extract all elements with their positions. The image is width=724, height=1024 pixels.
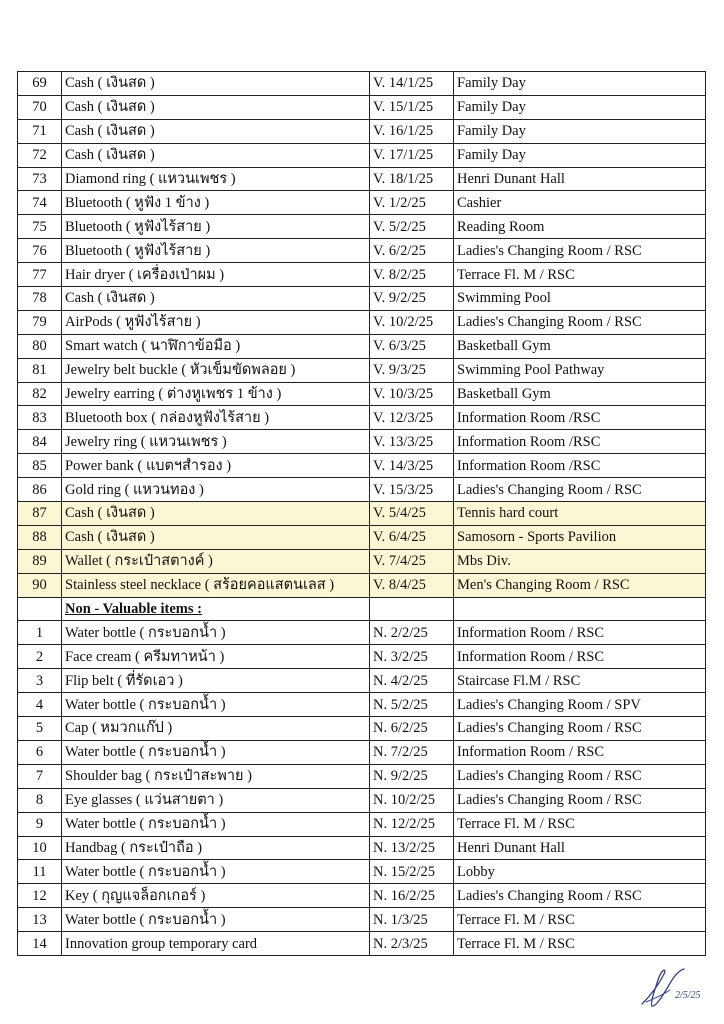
found-location: Information Room / RSC <box>454 621 706 645</box>
valuable-row <box>18 263 706 287</box>
row-number: 7 <box>18 764 62 788</box>
non-valuable-row <box>18 836 706 860</box>
item-description: Diamond ring ( แหวนเพชร ) <box>62 167 370 191</box>
found-location: Family Day <box>454 119 706 143</box>
row-number: 70 <box>18 95 62 119</box>
row-number: 82 <box>18 382 62 406</box>
non-valuable-row <box>18 788 706 812</box>
item-description: Smart watch ( นาฬิกาข้อมือ ) <box>62 334 370 358</box>
item-description: Eye glasses ( แว่นสายตา ) <box>62 788 370 812</box>
item-code: V. 7/4/25 <box>370 549 454 573</box>
row-number: 10 <box>18 836 62 860</box>
row-number: 8 <box>18 788 62 812</box>
valuable-row <box>18 358 706 382</box>
item-code: N. 4/2/25 <box>370 669 454 693</box>
found-location: Family Day <box>454 72 706 96</box>
row-number: 79 <box>18 310 62 334</box>
item-code: N. 13/2/25 <box>370 836 454 860</box>
row-number: 1 <box>18 621 62 645</box>
item-code: V. 14/1/25 <box>370 72 454 96</box>
item-code: N. 3/2/25 <box>370 645 454 669</box>
found-location: Information Room /RSC <box>454 406 706 430</box>
non-valuable-row <box>18 717 706 741</box>
item-description: Jewelry ring ( แหวนเพชร ) <box>62 430 370 454</box>
item-code: N. 2/3/25 <box>370 932 454 956</box>
valuable-row <box>18 95 706 119</box>
non-valuable-row <box>18 884 706 908</box>
valuable-row <box>18 549 706 573</box>
item-code: V. 16/1/25 <box>370 119 454 143</box>
found-location: Terrace Fl. M / RSC <box>454 932 706 956</box>
found-location: Reading Room <box>454 215 706 239</box>
found-location: Cashier <box>454 191 706 215</box>
item-code: V. 5/2/25 <box>370 215 454 239</box>
found-location: Henri Dunant Hall <box>454 836 706 860</box>
item-code: V. 1/2/25 <box>370 191 454 215</box>
row-number: 74 <box>18 191 62 215</box>
item-description: Cash ( เงินสด ) <box>62 525 370 549</box>
item-code: V. 6/4/25 <box>370 525 454 549</box>
item-description: Cash ( เงินสด ) <box>62 95 370 119</box>
item-description: Stainless steel necklace ( สร้อยคอแสตนเลส ) <box>62 573 370 597</box>
found-location: Information Room / RSC <box>454 740 706 764</box>
valuable-row <box>18 239 706 263</box>
item-code: N. 16/2/25 <box>370 884 454 908</box>
row-number: 78 <box>18 287 62 311</box>
item-description: Cash ( เงินสด ) <box>62 287 370 311</box>
valuable-row <box>18 478 706 502</box>
item-description: Water bottle ( กระบอกน้ำ ) <box>62 908 370 932</box>
item-code: N. 10/2/25 <box>370 788 454 812</box>
item-code: N. 7/2/25 <box>370 740 454 764</box>
row-number: 87 <box>18 502 62 526</box>
found-location: Henri Dunant Hall <box>454 167 706 191</box>
valuable-row <box>18 310 706 334</box>
item-code: V. 6/3/25 <box>370 334 454 358</box>
row-number: 80 <box>18 334 62 358</box>
section-number-blank <box>18 597 62 621</box>
item-code: V. 17/1/25 <box>370 143 454 167</box>
row-number: 9 <box>18 812 62 836</box>
item-description: Bluetooth box ( กล่องหูฟังไร้สาย ) <box>62 406 370 430</box>
row-number: 89 <box>18 549 62 573</box>
valuable-row <box>18 143 706 167</box>
valuable-row <box>18 406 706 430</box>
item-description: Cash ( เงินสด ) <box>62 502 370 526</box>
item-description: Water bottle ( กระบอกน้ำ ) <box>62 693 370 717</box>
item-code: V. 8/2/25 <box>370 263 454 287</box>
item-description: Flip belt ( ที่รัดเอว ) <box>62 669 370 693</box>
item-description: Power bank ( แบตฯสำรอง ) <box>62 454 370 478</box>
item-description: Bluetooth ( หูฟังไร้สาย ) <box>62 239 370 263</box>
found-location: Terrace Fl. M / RSC <box>454 908 706 932</box>
valuable-row <box>18 454 706 478</box>
row-number: 14 <box>18 932 62 956</box>
row-number: 2 <box>18 645 62 669</box>
item-description: Cash ( เงินสด ) <box>62 143 370 167</box>
found-location: Basketball Gym <box>454 334 706 358</box>
section-location-blank <box>454 597 706 621</box>
item-code: V. 8/4/25 <box>370 573 454 597</box>
item-description: Key ( กุญแจล็อกเกอร์ ) <box>62 884 370 908</box>
found-location: Ladies's Changing Room / SPV <box>454 693 706 717</box>
valuable-row <box>18 525 706 549</box>
item-description: Water bottle ( กระบอกน้ำ ) <box>62 621 370 645</box>
found-location: Information Room /RSC <box>454 454 706 478</box>
found-location: Terrace Fl. M / RSC <box>454 263 706 287</box>
item-code: V. 14/3/25 <box>370 454 454 478</box>
item-description: Gold ring ( แหวนทอง ) <box>62 478 370 502</box>
found-location: Ladies's Changing Room / RSC <box>454 884 706 908</box>
found-location: Ladies's Changing Room / RSC <box>454 239 706 263</box>
item-code: N. 6/2/25 <box>370 717 454 741</box>
item-description: Wallet ( กระเป๋าสตางค์ ) <box>62 549 370 573</box>
item-description: Cap ( หมวกแก๊ป ) <box>62 717 370 741</box>
signature <box>636 960 716 1010</box>
valuable-row <box>18 573 706 597</box>
row-number: 12 <box>18 884 62 908</box>
non-valuable-row <box>18 860 706 884</box>
item-code: N. 1/3/25 <box>370 908 454 932</box>
valuable-row <box>18 167 706 191</box>
signature-date: 2/5/25 <box>675 990 701 1001</box>
found-location: Tennis hard court <box>454 502 706 526</box>
item-description: Shoulder bag ( กระเป๋าสะพาย ) <box>62 764 370 788</box>
item-code: N. 12/2/25 <box>370 812 454 836</box>
found-location: Lobby <box>454 860 706 884</box>
valuable-row <box>18 119 706 143</box>
found-location: Information Room / RSC <box>454 645 706 669</box>
section-code-blank <box>370 597 454 621</box>
item-description: Face cream ( ครีมทาหน้า ) <box>62 645 370 669</box>
row-number: 88 <box>18 525 62 549</box>
item-description: Innovation group temporary card <box>62 932 370 956</box>
row-number: 71 <box>18 119 62 143</box>
found-location: Men's Changing Room / RSC <box>454 573 706 597</box>
found-location: Terrace Fl. M / RSC <box>454 812 706 836</box>
valuable-row <box>18 215 706 239</box>
non-valuable-row <box>18 621 706 645</box>
non-valuable-row <box>18 669 706 693</box>
row-number: 83 <box>18 406 62 430</box>
found-location: Information Room /RSC <box>454 430 706 454</box>
item-description: Jewelry earring ( ต่างหูเพชร 1 ข้าง ) <box>62 382 370 406</box>
non-valuable-row <box>18 645 706 669</box>
row-number: 81 <box>18 358 62 382</box>
row-number: 84 <box>18 430 62 454</box>
row-number: 73 <box>18 167 62 191</box>
valuable-row <box>18 334 706 358</box>
item-code: V. 10/2/25 <box>370 310 454 334</box>
lost-found-table-body <box>18 72 706 956</box>
valuable-row <box>18 430 706 454</box>
item-description: Hair dryer ( เครื่องเป่าผม ) <box>62 263 370 287</box>
row-number: 85 <box>18 454 62 478</box>
found-location: Family Day <box>454 143 706 167</box>
item-code: V. 15/1/25 <box>370 95 454 119</box>
item-description: Cash ( เงินสด ) <box>62 119 370 143</box>
non-valuable-heading: Non - Valuable items : <box>62 597 370 621</box>
row-number: 13 <box>18 908 62 932</box>
row-number: 69 <box>18 72 62 96</box>
found-location: Family Day <box>454 95 706 119</box>
found-location: Samosorn - Sports Pavilion <box>454 525 706 549</box>
item-description: Bluetooth ( หูฟัง 1 ข้าง ) <box>62 191 370 215</box>
item-description: Water bottle ( กระบอกน้ำ ) <box>62 860 370 884</box>
item-code: N. 5/2/25 <box>370 693 454 717</box>
item-code: V. 9/2/25 <box>370 287 454 311</box>
row-number: 86 <box>18 478 62 502</box>
item-description: Cash ( เงินสด ) <box>62 72 370 96</box>
item-description: Water bottle ( กระบอกน้ำ ) <box>62 740 370 764</box>
found-location: Ladies's Changing Room / RSC <box>454 764 706 788</box>
row-number: 4 <box>18 693 62 717</box>
row-number: 3 <box>18 669 62 693</box>
item-description: AirPods ( หูฟังไร้สาย ) <box>62 310 370 334</box>
item-code: N. 15/2/25 <box>370 860 454 884</box>
row-number: 6 <box>18 740 62 764</box>
non-valuable-row <box>18 740 706 764</box>
item-code: V. 6/2/25 <box>370 239 454 263</box>
found-location: Ladies's Changing Room / RSC <box>454 310 706 334</box>
non-valuable-row <box>18 908 706 932</box>
found-location: Ladies's Changing Room / RSC <box>454 478 706 502</box>
valuable-row <box>18 502 706 526</box>
item-description: Jewelry belt buckle ( หัวเข็มขัดพลอย ) <box>62 358 370 382</box>
item-description: Bluetooth ( หูฟังไร้สาย ) <box>62 215 370 239</box>
found-location: Basketball Gym <box>454 382 706 406</box>
valuable-row <box>18 382 706 406</box>
item-code: V. 13/3/25 <box>370 430 454 454</box>
found-location: Swimming Pool <box>454 287 706 311</box>
lost-found-table <box>17 71 706 956</box>
found-location: Ladies's Changing Room / RSC <box>454 788 706 812</box>
non-valuable-row <box>18 693 706 717</box>
non-valuable-row <box>18 812 706 836</box>
item-description: Handbag ( กระเป๋าถือ ) <box>62 836 370 860</box>
section-heading-row <box>18 597 706 621</box>
item-code: V. 18/1/25 <box>370 167 454 191</box>
non-valuable-row <box>18 932 706 956</box>
found-location: Mbs Div. <box>454 549 706 573</box>
valuable-row <box>18 287 706 311</box>
valuable-row <box>18 72 706 96</box>
item-code: V. 9/3/25 <box>370 358 454 382</box>
item-code: V. 5/4/25 <box>370 502 454 526</box>
item-code: N. 2/2/25 <box>370 621 454 645</box>
row-number: 76 <box>18 239 62 263</box>
found-location: Ladies's Changing Room / RSC <box>454 717 706 741</box>
row-number: 5 <box>18 717 62 741</box>
item-code: V. 10/3/25 <box>370 382 454 406</box>
item-description: Water bottle ( กระบอกน้ำ ) <box>62 812 370 836</box>
valuable-row <box>18 191 706 215</box>
item-code: V. 12/3/25 <box>370 406 454 430</box>
item-code: N. 9/2/25 <box>370 764 454 788</box>
item-code: V. 15/3/25 <box>370 478 454 502</box>
row-number: 90 <box>18 573 62 597</box>
row-number: 77 <box>18 263 62 287</box>
found-location: Staircase Fl.M / RSC <box>454 669 706 693</box>
row-number: 72 <box>18 143 62 167</box>
row-number: 75 <box>18 215 62 239</box>
row-number: 11 <box>18 860 62 884</box>
non-valuable-row <box>18 764 706 788</box>
found-location: Swimming Pool Pathway <box>454 358 706 382</box>
